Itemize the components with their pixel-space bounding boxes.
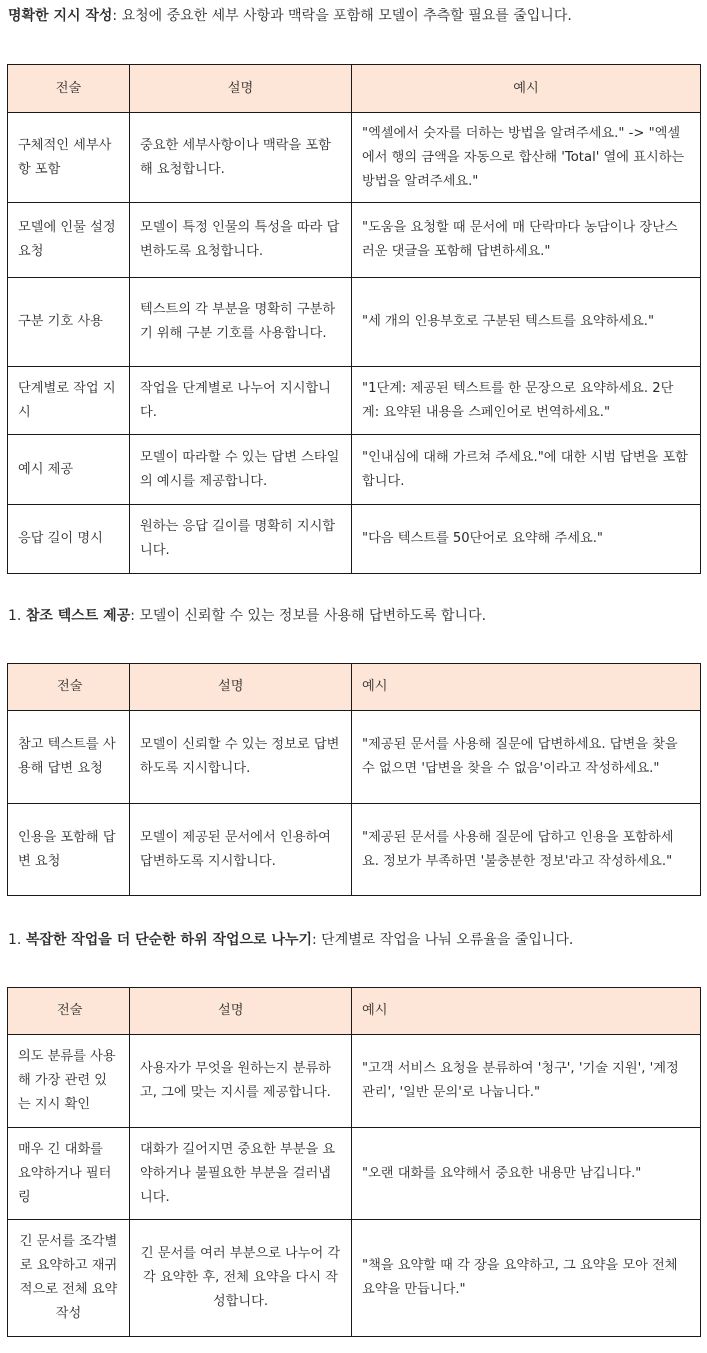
example-cell: "다음 텍스트를 50단어로 요약해 주세요.": [352, 505, 701, 574]
section-1-text: : 요청에 중요한 세부 사항과 맥락을 포함해 모델이 추측할 필요를 줄입니다.: [112, 8, 572, 24]
header-example: 예시: [352, 664, 701, 711]
description-cell: 작업을 단계별로 나누어 지시합니다.: [130, 367, 352, 435]
header-description: 설명: [130, 988, 352, 1035]
tactic-cell: 구체적인 세부사항 포함: [8, 113, 130, 203]
header-description: 설명: [130, 664, 352, 711]
table-row: [8, 505, 701, 574]
tactic-cell: 구분 기호 사용: [8, 278, 130, 367]
table-row: [8, 711, 701, 804]
table-row: [8, 113, 701, 203]
tactic-cell: 모델에 인물 설정 요청: [8, 203, 130, 278]
table-row: [8, 278, 701, 367]
list-number: 1.: [8, 932, 26, 948]
tactics-table-1: [7, 64, 701, 574]
tactic-cell: 예시 제공: [8, 435, 130, 505]
table-row: [8, 804, 701, 896]
example-cell: "책을 요약할 때 각 장을 요약하고, 그 요약을 모아 전체 요약을 만듭니다.": [352, 1220, 701, 1337]
example-cell: "인내심에 대해 가르쳐 주세요."에 대한 시범 답변을 포함합니다.: [352, 435, 701, 505]
example-cell: "고객 서비스 요청을 분류하여 '청구', '기술 지원', '계정 관리', '일반 문의'로 나눕니다.": [352, 1035, 701, 1128]
header-tactic: 전술: [8, 988, 130, 1035]
header-description: 설명: [130, 65, 352, 113]
example-cell: "제공된 문서를 사용해 질문에 답변하세요. 답변을 찾을 수 없으면 '답변을 찾을 수 없음'이라고 작성하세요.": [352, 711, 701, 804]
description-cell: 모델이 신뢰할 수 있는 정보로 답변하도록 지시합니다.: [130, 711, 352, 804]
example-cell: "도움을 요청할 때 문서에 매 단락마다 농담이나 장난스러운 댓글을 포함해 답변하세요.": [352, 203, 701, 278]
description-cell: 모델이 따라할 수 있는 답변 스타일의 예시를 제공합니다.: [130, 435, 352, 505]
section-2-heading: 참조 텍스트 제공: [25, 608, 131, 624]
description-cell: 사용자가 무엇을 원하는지 분류하고, 그에 맞는 지시를 제공합니다.: [130, 1035, 352, 1128]
tactic-cell: 단계별로 작업 지시: [8, 367, 130, 435]
example-cell: "세 개의 인용부호로 구분된 텍스트를 요약하세요.": [352, 278, 701, 367]
description-cell: 중요한 세부사항이나 맥락을 포함해 요청합니다.: [130, 113, 352, 203]
table-row: [8, 203, 701, 278]
description-cell: 모델이 특정 인물의 특성을 따라 답변하도록 요청합니다.: [130, 203, 352, 278]
table-row: [8, 1035, 701, 1128]
description-cell: 텍스트의 각 부분을 명확히 구분하기 위해 구분 기호를 사용합니다.: [130, 278, 352, 367]
header-tactic: 전술: [8, 65, 130, 113]
section-2-text: : 모델이 신뢰할 수 있는 정보를 사용해 답변하도록 합니다.: [130, 608, 487, 624]
tactics-table-3: [7, 987, 701, 1337]
section-2-paragraph: [8, 606, 486, 626]
example-cell: "오랜 대화를 요약해서 중요한 내용만 남깁니다.": [352, 1128, 701, 1220]
example-cell: "1단계: 제공된 텍스트를 한 문장으로 요약하세요. 2단계: 요약된 내용을 스페인어로 번역하세요.": [352, 367, 701, 435]
section-1-heading: 명확한 지시 작성: [8, 8, 113, 24]
table-row: [8, 435, 701, 505]
table-row: [8, 367, 701, 435]
example-cell: "엑셀에서 숫자를 더하는 방법을 알려주세요." -> "엑셀에서 행의 금액을 자동으로 합산해 'Total' 열에 표시하는 방법을 알려주세요.": [352, 113, 701, 203]
description-cell: 대화가 길어지면 중요한 부분을 요약하거나 불필요한 부분을 걸러냅니다.: [130, 1128, 352, 1220]
tactic-cell: 의도 분류를 사용해 가장 관련 있는 지시 확인: [8, 1035, 130, 1128]
table-header-row: [8, 988, 701, 1035]
tactic-cell: 인용을 포함해 답변 요청: [8, 804, 130, 896]
tactic-cell: 긴 문서를 조각별로 요약하고 재귀적으로 전체 요약 작성: [8, 1220, 130, 1337]
header-tactic: 전술: [8, 664, 130, 711]
tactic-cell: 참고 텍스트를 사용해 답변 요청: [8, 711, 130, 804]
description-cell: 원하는 응답 길이를 명확히 지시합니다.: [130, 505, 352, 574]
table-row: [8, 1128, 701, 1220]
description-cell: 긴 문서를 여러 부분으로 나누어 각각 요약한 후, 전체 요약을 다시 작성합니다.: [130, 1220, 352, 1337]
description-cell: 모델이 제공된 문서에서 인용하여 답변하도록 지시합니다.: [130, 804, 352, 896]
header-example: 예시: [352, 65, 701, 113]
header-example: 예시: [352, 988, 701, 1035]
tactics-table-2: [7, 663, 701, 896]
tactic-cell: 매우 긴 대화를 요약하거나 필터링: [8, 1128, 130, 1220]
tactic-cell: 응답 길이 명시: [8, 505, 130, 574]
section-1-paragraph: [8, 6, 572, 26]
section-3-heading: 복잡한 작업을 더 단순한 하위 작업으로 나누기: [25, 932, 313, 948]
table-header-row: [8, 65, 701, 113]
table-header-row: [8, 664, 701, 711]
list-number: 1.: [8, 608, 26, 624]
table-row: [8, 1220, 701, 1337]
section-3-text: : 단계별로 작업을 나눠 오류율을 줄입니다.: [312, 932, 574, 948]
example-cell: "제공된 문서를 사용해 질문에 답하고 인용을 포함하세요. 정보가 부족하면 '불충분한 정보'라고 작성하세요.": [352, 804, 701, 896]
section-3-paragraph: [8, 930, 573, 950]
